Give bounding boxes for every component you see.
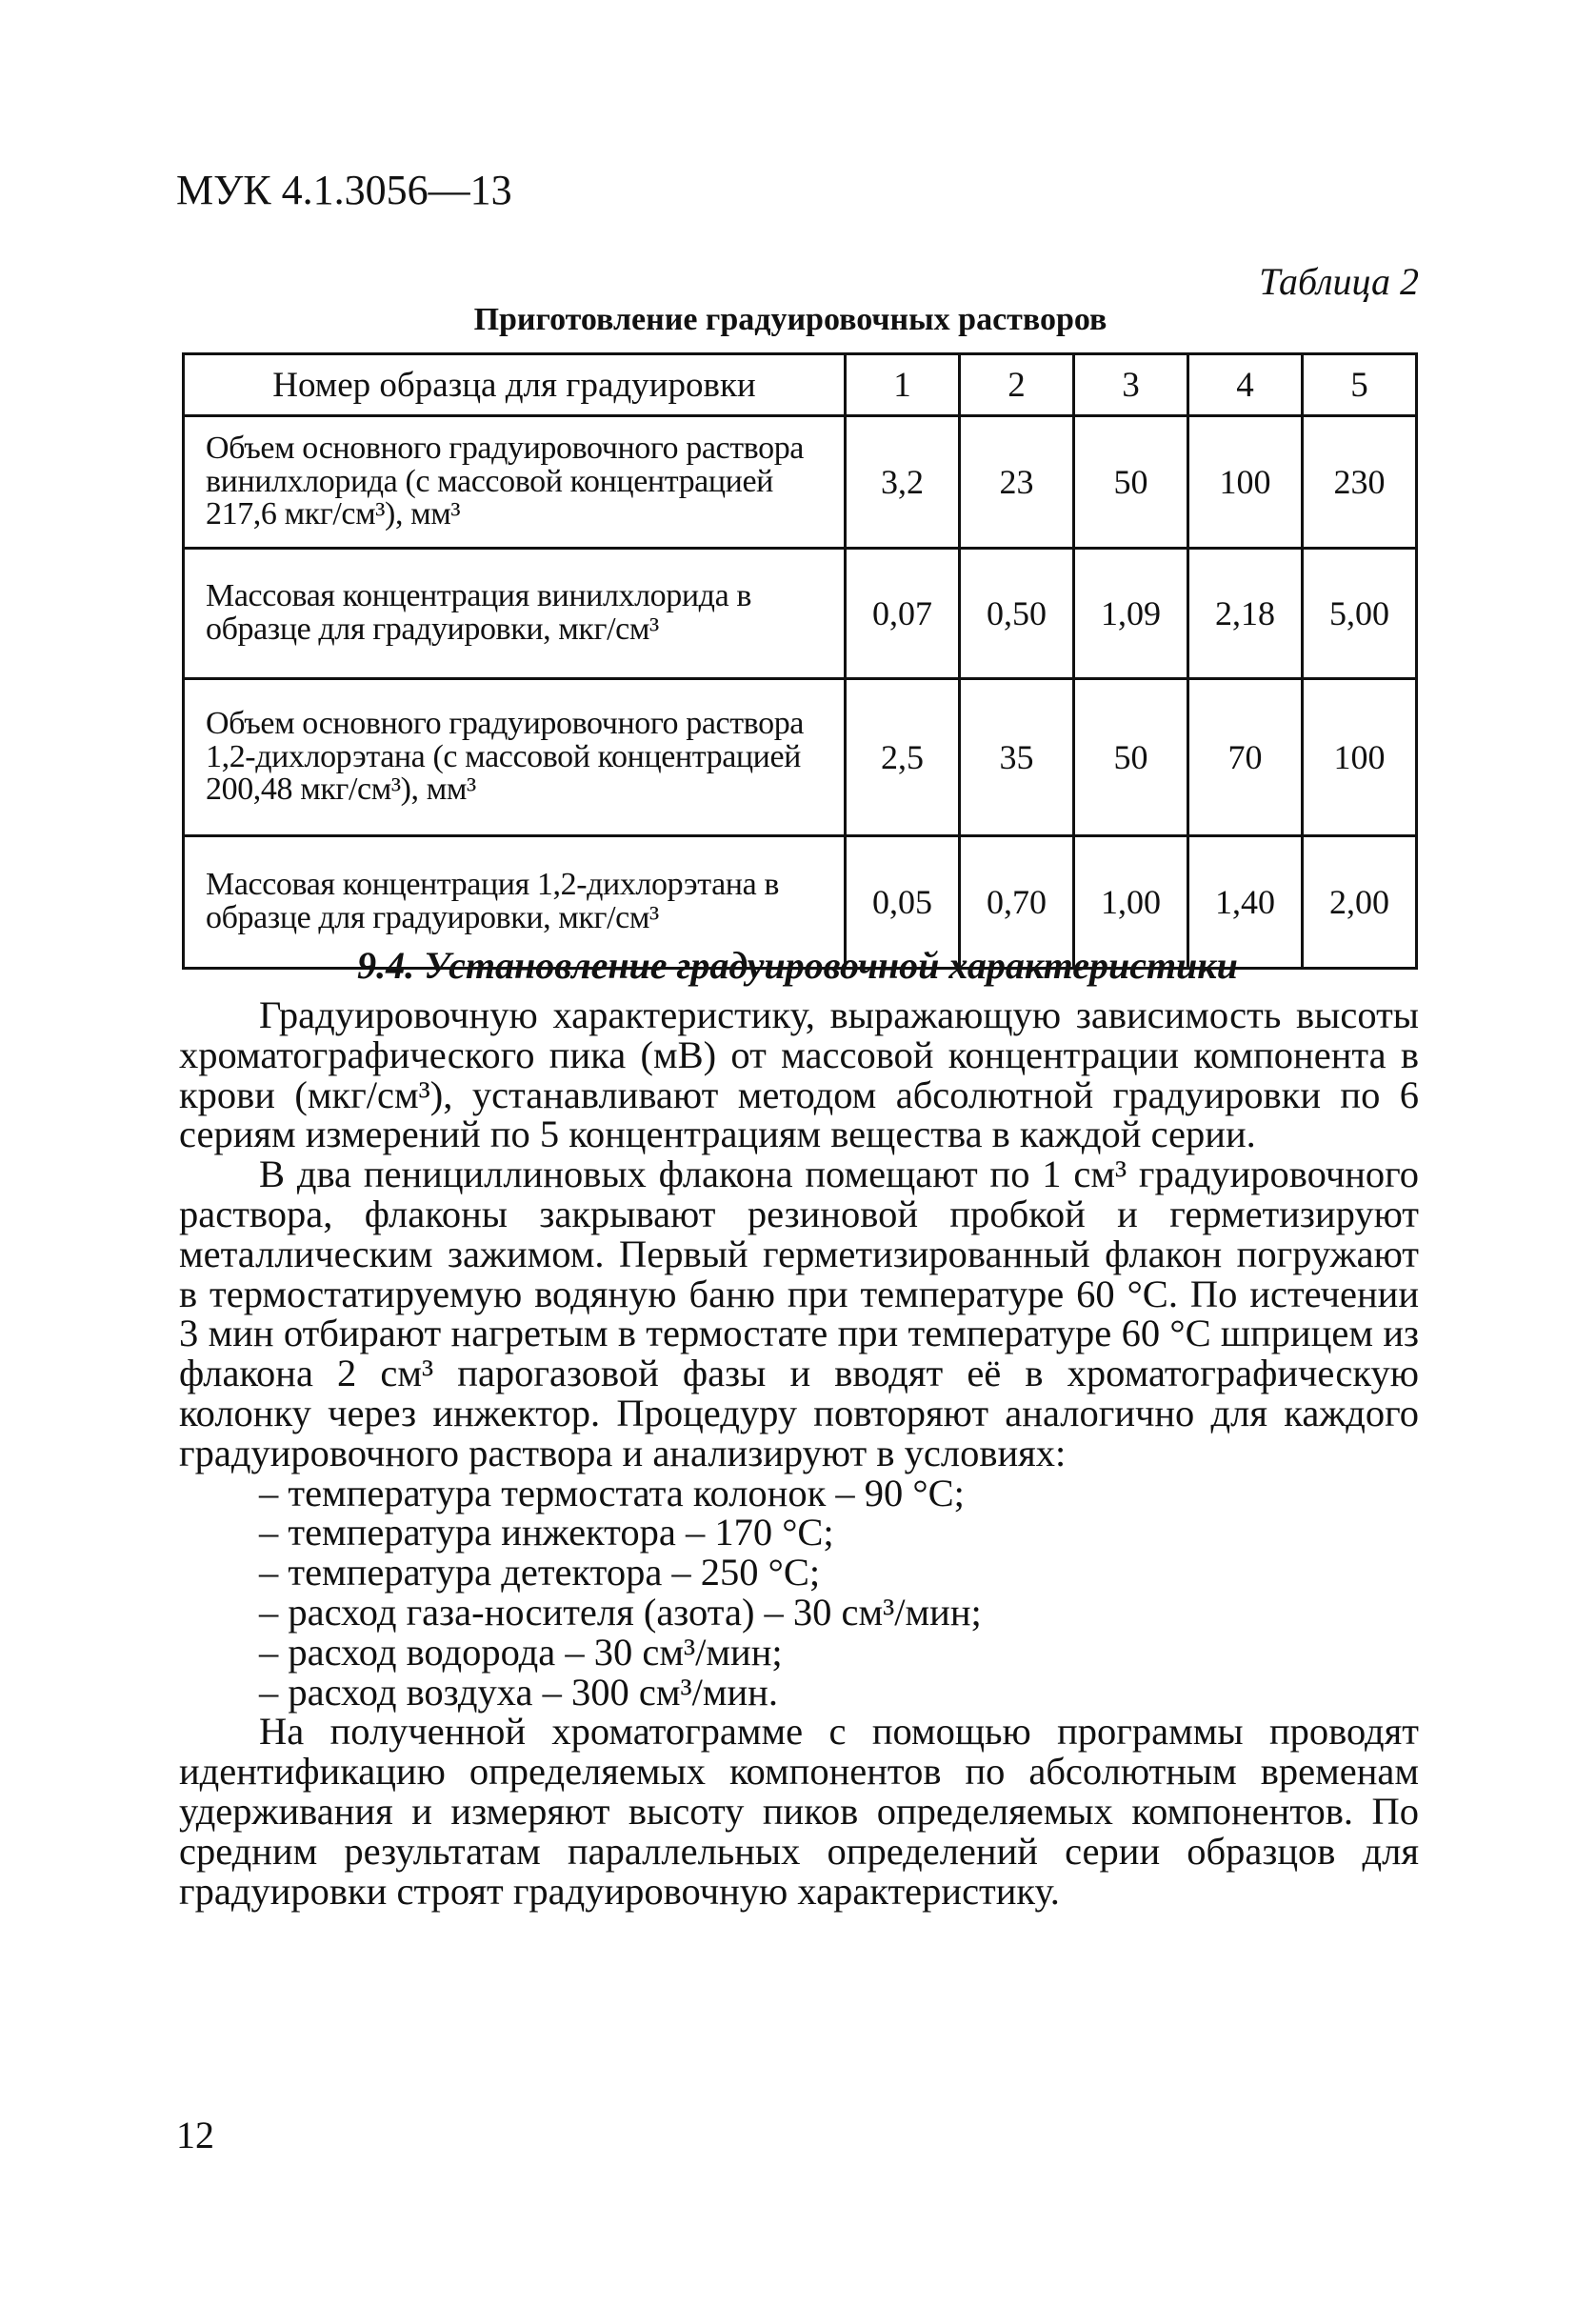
table-cell: 1,09 [1074,549,1188,679]
calibration-solutions-table [182,352,1418,970]
header-sample-number: 2 [960,354,1074,416]
header-sample-number: 5 [1303,354,1417,416]
table-cell: 0,05 [846,836,960,969]
table-cell: 3,2 [846,416,960,549]
header-sample-number: 4 [1188,354,1303,416]
table-cell: 2,5 [846,679,960,836]
table-cell: 0,70 [960,836,1074,969]
table-cell: 100 [1188,416,1303,549]
header-sample-label: Номер образца для градуировки [184,354,846,416]
row-label: Массовая концентрация винилхлорида в образце для градуировки, мкг/см³ [184,549,846,679]
table-cell: 23 [960,416,1074,549]
table-cell: 5,00 [1303,549,1417,679]
table-cell: 2,00 [1303,836,1417,969]
paragraph: В два пенициллиновых флакона помещают по 1 см³ градуировочного раствора, флаконы закрывают резиновой пробкой и герметизируют металлическим зажимом. Первый герметизированный флакон погружают в термостатируемую водяную баню при температуре 60 °С. По истечении 3 мин отбирают нагретым в термостате при температуре 60 °С шприцем из флакона 2 см³ парогазовой фазы и вводят её в хроматографическую колонку через инжектор. Процедуру повторяют аналогично для каждого градуировочного раствора и анализируют в условиях: [179,1153,1419,1474]
section-heading: 9.4. Установление градуировочной характеристики [357,944,1238,987]
list-item: – температура термостата колонок – 90 °С; [259,1471,965,1514]
row-label: Объем основного градуировочного раствора винилхлорида (с массовой концентрацией 217,6 мкг/см³), мм³ [184,416,846,549]
page-number: 12 [176,2114,214,2156]
table-row [184,549,1417,679]
header-sample-number: 3 [1074,354,1188,416]
table-cell: 0,50 [960,549,1074,679]
table-cell: 70 [1188,679,1303,836]
table-cell: 230 [1303,416,1417,549]
list-item: – расход газа-носителя (азота) – 30 см³/мин; [259,1590,982,1634]
table-number-label: Таблица 2 [1259,260,1419,303]
table-cell: 50 [1074,416,1188,549]
table-cell: 2,18 [1188,549,1303,679]
section-body [179,995,1419,1911]
row-label: Объем основного градуировочного раствора 1,2-дихлорэтана (с массовой концентрацией 200,48 мкг/см³), мм³ [184,679,846,836]
table-cell: 1,00 [1074,836,1188,969]
document-code: МУК 4.1.3056—13 [176,167,512,213]
paragraph: Градуировочную характеристику, выражающую зависимость высоты хроматографического пика (мВ) от массовой концентрации компонента в крови (мкг/см³), устанавливают методом абсолютной градуировки по 6 сериям измерений по 5 концентрациям вещества в каждой серии. [179,993,1419,1156]
table-cell: 0,07 [846,549,960,679]
table-cell: 1,40 [1188,836,1303,969]
conditions-list [179,1471,1419,1714]
list-item: – расход водорода – 30 см³/мин; [259,1630,783,1674]
table-row [184,679,1417,836]
header-sample-number: 1 [846,354,960,416]
table-cell: 50 [1074,679,1188,836]
list-item: – температура инжектора – 170 °С; [259,1511,834,1554]
table-header-row [184,354,1417,416]
table-cell: 100 [1303,679,1417,836]
row-label: Массовая концентрация 1,2-дихлорэтана в образце для градуировки, мкг/см³ [184,836,846,969]
paragraph: На полученной хроматограмме с помощью программы проводят идентификацию определяемых компонентов по абсолютным временам удерживания и измеряют высоту пиков определяемых компонентов. По средним результатам параллельных определений серии образцов для градуировки строят градуировочную характеристику. [179,1710,1419,1913]
list-item: – расход воздуха – 300 см³/мин. [259,1670,778,1714]
table-cell: 35 [960,679,1074,836]
table-caption: Приготовление градуировочных растворов [473,302,1107,337]
table-row [184,416,1417,549]
list-item: – температура детектора – 250 °С; [259,1551,821,1594]
